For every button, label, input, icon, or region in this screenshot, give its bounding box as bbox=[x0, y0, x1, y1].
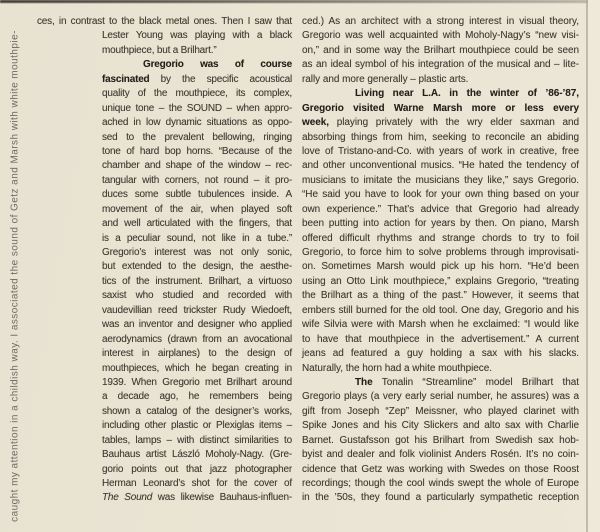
page-fold-line bbox=[586, 0, 588, 532]
text-line bbox=[102, 246, 292, 260]
text-line bbox=[102, 260, 292, 274]
text-line bbox=[302, 159, 579, 173]
text-line bbox=[102, 318, 292, 332]
text-segment: Gregorio’s interest was not only sonic, bbox=[102, 247, 292, 258]
text-line bbox=[302, 15, 579, 29]
text-segment: playing privately with the wry elder saxman and bbox=[329, 117, 579, 129]
text-segment: tables, lamps – with distinct similarities to bbox=[102, 434, 292, 446]
bold-text-segment: week, bbox=[302, 117, 329, 129]
text-line bbox=[102, 145, 292, 159]
text-segment: own experience.” That’s advice that Gregorio had already bbox=[302, 203, 579, 215]
text-segment: shown a catalog of the designer’s works, bbox=[102, 405, 292, 417]
text-line bbox=[302, 289, 579, 303]
text-segment: interest in airplanes) to the design of bbox=[102, 348, 292, 360]
text-line bbox=[102, 333, 292, 347]
text-line bbox=[302, 217, 579, 231]
text-segment: love of Tristano-and-Co. with years of work in creative, free bbox=[302, 145, 579, 157]
text-segment: Gregorio plays (a very early serial number, he assures) was a bbox=[302, 391, 579, 403]
text-line bbox=[302, 232, 579, 246]
text-segment: as an ideal symbol of his integration of the musical and – lite- bbox=[302, 59, 579, 71]
text-line bbox=[302, 58, 579, 72]
text-segment: jeans ad featured a guy holding a sax with his slacks. bbox=[302, 348, 579, 360]
italic-text-segment: The Sound bbox=[102, 492, 153, 504]
scan-top-edge-shadow bbox=[0, 0, 600, 3]
bold-text-segment: The bbox=[355, 376, 373, 388]
text-line bbox=[102, 131, 292, 145]
margin-vertical-caption: caught my attention in a childish way. I associated the sound of Getz and Marsh with white mouthpie- bbox=[9, 30, 21, 522]
text-segment: to have that mouthpiece in the advertisement.” A current bbox=[302, 333, 579, 345]
text-line bbox=[302, 376, 579, 390]
text-segment: “He said you have to look for your own thing based on your bbox=[302, 189, 579, 201]
text-line bbox=[302, 275, 579, 289]
text-line bbox=[302, 347, 579, 361]
text-segment: ces, in contrast to the black metal ones. Then I saw that bbox=[37, 16, 292, 27]
text-line bbox=[102, 419, 292, 433]
text-line bbox=[102, 347, 292, 361]
text-line bbox=[102, 203, 292, 217]
text-line bbox=[302, 419, 579, 433]
text-line bbox=[102, 44, 292, 58]
text-line bbox=[102, 232, 292, 246]
text-line bbox=[102, 405, 292, 419]
text-segment: saxist who studied and recorded with bbox=[102, 290, 292, 302]
text-segment: and well articulated with the fingers, that bbox=[102, 218, 292, 230]
text-segment: Spike Jones and his City Slickers and alto sax with Charlie bbox=[302, 420, 579, 432]
text-line bbox=[102, 275, 292, 289]
text-segment: Lester Young was playing with a black bbox=[102, 30, 292, 42]
page-fold-strip bbox=[588, 0, 600, 532]
text-segment: Gregorio, to force him to solve problems through improvisati- bbox=[302, 247, 579, 258]
text-segment: wife Silvia were with Marsh when he exclaimed: “I would like bbox=[302, 319, 579, 331]
text-line bbox=[102, 102, 292, 116]
text-segment: sed to the prevalent bellowing, ringing bbox=[102, 131, 292, 143]
text-line bbox=[102, 174, 292, 188]
text-line bbox=[302, 116, 579, 130]
text-line bbox=[302, 145, 579, 159]
text-line bbox=[302, 87, 579, 101]
text-segment: ached in low dynamic situations as oppo- bbox=[102, 117, 292, 129]
text-segment: gift from Joseph “Zep” Meissner, who played clarinet with bbox=[302, 405, 579, 417]
text-line bbox=[102, 376, 292, 390]
text-line bbox=[302, 102, 579, 116]
text-segment: including other plastic or Plexiglas items – bbox=[102, 420, 292, 432]
text-line bbox=[102, 362, 292, 376]
text-segment: embers still burned for the old tool. One day, Gregorio and his bbox=[302, 304, 579, 316]
text-segment: chamber and shape of the window – rec- bbox=[102, 160, 292, 172]
text-line bbox=[302, 390, 579, 404]
text-line bbox=[102, 87, 292, 101]
bold-text-segment: Gregorio visited Warne Marsh more or less every bbox=[302, 102, 579, 114]
text-segment: Gregorio was well acquainted with Moholy-Nagy’s “new visi- bbox=[302, 30, 579, 42]
text-line bbox=[102, 188, 292, 202]
text-segment: on. Sometimes Marsh would pick up his horn. “He’d been bbox=[302, 261, 579, 273]
text-segment: gorio points out that jazz photographer bbox=[102, 463, 292, 475]
text-line bbox=[102, 289, 292, 303]
text-line bbox=[302, 29, 579, 43]
text-segment: 1939. When Gregorio met Brilhart around bbox=[102, 376, 292, 388]
text-line bbox=[302, 203, 579, 217]
text-line bbox=[102, 29, 292, 43]
text-line bbox=[302, 448, 579, 462]
text-line bbox=[302, 318, 579, 332]
text-segment: using an Otto Link mouthpiece,” explains Gregorio, “treating bbox=[302, 275, 579, 287]
text-segment: by the specific acoustical bbox=[149, 73, 292, 85]
text-line bbox=[102, 58, 292, 72]
text-line bbox=[102, 434, 292, 448]
text-segment: was an inventor and designer who applied bbox=[102, 319, 292, 331]
bold-text-segment: Gregorio was of course bbox=[143, 59, 292, 71]
text-line bbox=[102, 159, 292, 173]
text-line bbox=[302, 405, 579, 419]
text-segment: cidence that Getz was working with Swedes on those Roost bbox=[302, 463, 579, 475]
text-segment: in the ’50s, they found a particularly sympathetic reception bbox=[302, 492, 579, 504]
text-segment: unique tone – the SOUND – when appro- bbox=[102, 102, 292, 114]
text-line bbox=[102, 217, 292, 231]
text-segment: ced.) As an architect with a strong interest in visual theory, bbox=[302, 16, 579, 27]
text-segment: but extended to the design, the aesthe- bbox=[102, 261, 292, 273]
text-segment: Barnet. Gustafsson got his Brilhart from Swedish sax hob- bbox=[302, 434, 579, 446]
text-segment: aerodynamics (drawn from an avocational bbox=[102, 333, 292, 345]
text-segment: duces some subtle tubulences inside. A bbox=[102, 189, 292, 201]
text-line bbox=[102, 116, 292, 130]
text-line bbox=[302, 174, 579, 188]
text-segment: tone of hard bop horns. “Because of the bbox=[102, 145, 292, 157]
text-segment: mouthpiece, but a Brilhart.” bbox=[102, 44, 217, 56]
text-line bbox=[102, 463, 292, 477]
text-line bbox=[37, 15, 292, 29]
text-segment: is a peculiar sound, not like in a tube.” bbox=[102, 232, 292, 244]
text-segment: absorbing things from him, seeking to reconcile an abiding bbox=[302, 131, 579, 143]
text-segment: mouthpieces, which he began creating in bbox=[102, 362, 292, 374]
left-text-column bbox=[37, 15, 292, 506]
text-line bbox=[302, 434, 579, 448]
bold-text-segment: fascinated bbox=[102, 73, 150, 85]
text-line bbox=[102, 491, 292, 505]
text-segment: was likewise Bauhaus-influen- bbox=[152, 492, 292, 504]
text-segment: a decade ago, he remembers being bbox=[102, 391, 292, 403]
bold-text-segment: Living near L.A. in the winter of ’86-’87, bbox=[355, 88, 579, 100]
text-line bbox=[302, 477, 579, 491]
right-text-column bbox=[302, 15, 579, 506]
text-segment: musicians to imitate the musicians they like,” says Gregorio. bbox=[302, 174, 579, 186]
text-line bbox=[302, 44, 579, 58]
text-line bbox=[102, 304, 292, 318]
text-segment: recordings; though the cool winds swept the whole of Europe bbox=[302, 478, 579, 489]
text-line bbox=[302, 362, 579, 376]
text-line bbox=[102, 448, 292, 462]
text-segment: offered difficult rhythms and strange chords to try to foil bbox=[302, 232, 579, 244]
text-line bbox=[102, 73, 292, 87]
text-line bbox=[302, 333, 579, 347]
text-segment: rally and more generally – plastic arts. bbox=[302, 73, 469, 85]
text-segment: and other unconventional musics. “He hated the tendency of bbox=[302, 160, 579, 172]
text-segment: quality of the mouthpiece, its complex, bbox=[102, 88, 292, 100]
text-line bbox=[102, 477, 292, 491]
text-segment: the Brilhart as a thing of the past.” However, it seems that bbox=[302, 290, 579, 302]
text-segment: Naturally, the horn had a white mouthpiece. bbox=[302, 362, 492, 374]
text-segment: vaudevillian reed trickster Rudy Wiedoeft, bbox=[102, 304, 292, 316]
text-line bbox=[302, 260, 579, 274]
text-segment: Bauhaus artist László Moholy-Nagy. (Gre- bbox=[102, 449, 292, 461]
text-segment: been putting into action for years by then. On piano, Marsh bbox=[302, 218, 579, 230]
text-line bbox=[302, 491, 579, 505]
text-line bbox=[302, 304, 579, 318]
text-segment: byist and dealer and folk violinist Anders Rosén. It’s no coin- bbox=[302, 449, 579, 461]
text-line bbox=[102, 390, 292, 404]
text-segment: Tonalin “Streamline” model Brilhart that bbox=[372, 376, 579, 388]
text-line bbox=[302, 73, 579, 87]
text-segment: tics of the instrument. Brilhart, a virtuoso bbox=[102, 275, 292, 287]
text-line bbox=[302, 188, 579, 202]
text-segment: Herman Leonard’s shot for the cover of bbox=[102, 478, 292, 489]
text-line bbox=[302, 246, 579, 260]
text-segment: on,” and in some way the Brilhart mouthpiece could be seen bbox=[302, 44, 579, 56]
text-segment: tangular with corners, not round – it pro- bbox=[102, 174, 292, 186]
text-line bbox=[302, 131, 579, 145]
text-segment: movement of the air, when played soft bbox=[102, 203, 292, 215]
text-line bbox=[302, 463, 579, 477]
